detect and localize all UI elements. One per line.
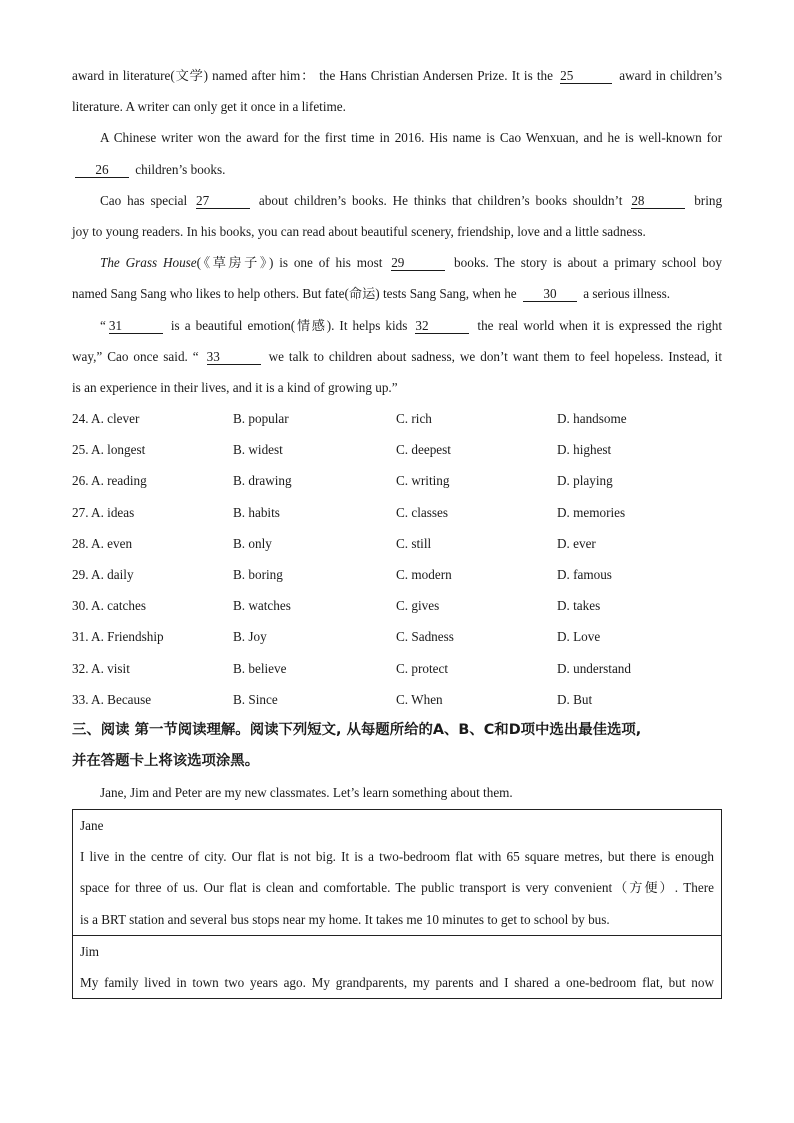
text: “ [100,317,106,333]
reading-table [72,809,722,999]
text: 命运 [348,286,376,302]
text: a serious illness. [583,286,671,302]
option-a[interactable]: 32. A. visit [72,660,130,676]
option-d[interactable]: D. famous [557,567,612,582]
section-heading: 并在答题卡上将该选项涂黑。 [72,752,260,769]
text: books. The story is about a primary school boy [454,255,722,271]
option-a[interactable]: 31. A. Friendship [72,629,164,645]
table-cell-jim [73,935,721,998]
option-a[interactable]: 27. A. ideas [72,504,135,520]
passage-line [72,247,722,278]
option-d[interactable]: D. playing [557,473,613,489]
option-a[interactable]: 28. A. even [72,535,133,551]
cell-line: My family lived in town two years ago. My grandparents, my parents and I shared a one-bedroom flat, but now [80,974,714,990]
option-b[interactable]: B. widest [233,442,283,458]
option-d[interactable]: D. ever [557,535,596,551]
cell-line: is a BRT station and several bus stops near my home. It takes me 10 minutes to get to school by bus. [80,911,610,927]
text: award in literature( [72,68,175,83]
option-a[interactable]: 24. A. clever [72,411,140,427]
text: the real world when it is expressed the right [477,317,723,333]
option-d[interactable]: D. highest [557,442,612,458]
option-b[interactable]: B. Since [233,691,278,707]
passage-line [72,154,722,185]
text: is one of his most [279,255,383,271]
blank-26: 26 [75,163,129,178]
option-row-32 [72,653,722,684]
text: children’s books. [135,161,226,177]
option-d[interactable]: D. memories [557,504,626,520]
blank-25: 25 [560,69,612,84]
option-row-29 [72,559,722,590]
text: is a beautiful emotion( [170,317,296,333]
blank-29: 29 [391,256,445,271]
option-b[interactable]: B. boring [233,567,283,582]
option-a[interactable]: 26. A. reading [72,473,147,489]
table-cell-jane [73,810,721,935]
blank-32: 32 [415,319,469,334]
option-row-27 [72,497,722,528]
option-row-30 [72,590,722,621]
option-d[interactable]: D. Love [557,629,601,645]
passage-line [72,278,722,309]
text: ). It helps kids [326,317,408,333]
option-c[interactable]: C. deepest [396,442,451,458]
blank-30: 30 [523,287,577,302]
option-b[interactable]: B. drawing [233,473,292,489]
cell-line: space for three of us. Our flat is clean and comfortable. The public transport is very convenient（方便）. There [80,880,714,896]
passage-line: is an experience in their lives, and it is a kind of growing up.” [72,379,398,395]
option-a[interactable]: 29. A. daily [72,567,134,582]
option-c[interactable]: C. protect [396,660,449,676]
passage [72,60,722,808]
option-c[interactable]: C. writing [396,473,450,489]
blank-33: 33 [207,350,261,365]
passage-line [72,341,722,372]
option-c[interactable]: C. Sadness [396,629,454,645]
option-d[interactable]: D. But [557,691,593,707]
option-c[interactable]: C. still [396,535,432,551]
text: ) named after him： the Hans Christian Andersen Prize. It is the [203,68,553,83]
text: Cao has special [100,192,188,208]
option-a[interactable]: 33. A. Because [72,691,152,707]
option-c[interactable]: C. classes [396,504,449,520]
option-row-33 [72,684,722,715]
blank-31: 31 [109,319,163,334]
passage-line: A Chinese writer won the award for the first time in 2016. His name is Cao Wenxuan, and he is well-known for [100,130,722,146]
blank-28: 28 [631,194,685,209]
passage-line [72,310,722,341]
text: bring [694,192,723,208]
option-d[interactable]: D. takes [557,598,601,614]
text: ) tests Sang Sang, when he [375,286,517,302]
text: we talk to children about sadness, we don’t want them to feel hopeless. Instead, it [268,348,723,364]
passage-line [72,60,722,91]
passage-line [72,185,722,216]
cell-line: I live in the centre of city. Our flat is not big. It is a two-bedroom flat with 65 square metres, but there is enough [80,849,714,865]
cell-name: Jane [80,818,104,833]
option-b[interactable]: B. watches [233,598,291,614]
passage-line: literature. A writer can only get it once in a lifetime. [72,99,346,115]
option-a[interactable]: 25. A. longest [72,442,146,458]
option-row-31 [72,621,722,652]
text: about children’s books. He thinks that children’s books shouldn’t [258,192,623,208]
book-title: The Grass House [100,255,197,271]
option-d[interactable]: D. understand [557,660,631,676]
reading-intro: Jane, Jim and Peter are my new classmates. Let’s learn something about them. [100,784,513,800]
option-b[interactable]: B. Joy [233,629,267,645]
option-row-24 [72,403,722,434]
option-c[interactable]: C. When [396,691,443,707]
option-b[interactable]: B. believe [233,660,287,676]
option-c[interactable]: C. modern [396,567,452,582]
text: (《草房子》) [196,255,274,271]
option-d[interactable]: D. handsome [557,411,627,427]
text: named Sang Sang who likes to help others. But fate( [72,286,349,302]
option-b[interactable]: B. habits [233,504,280,520]
text: 情感 [295,317,327,333]
section-heading: 三、阅读 第一节阅读理解。阅读下列短文, 从每题所给的A、B、C和D项中选出最佳选项, [72,721,642,738]
text: 文学 [174,68,204,83]
option-b[interactable]: B. only [233,535,272,551]
option-b[interactable]: B. popular [233,411,289,427]
text: way,” Cao once said. “ [72,348,199,364]
option-row-28 [72,528,722,559]
text: award in children’s [619,68,722,83]
cell-name: Jim [80,943,100,959]
option-row-26 [72,465,722,496]
passage-line: joy to young readers. In his books, you can read about beautiful scenery, friendship, love and a little sadness. [72,223,646,239]
option-a[interactable]: 30. A. catches [72,598,146,614]
option-c[interactable]: C. rich [396,411,432,427]
option-c[interactable]: C. gives [396,598,440,614]
option-row-25 [72,434,722,465]
blank-27: 27 [196,194,250,209]
